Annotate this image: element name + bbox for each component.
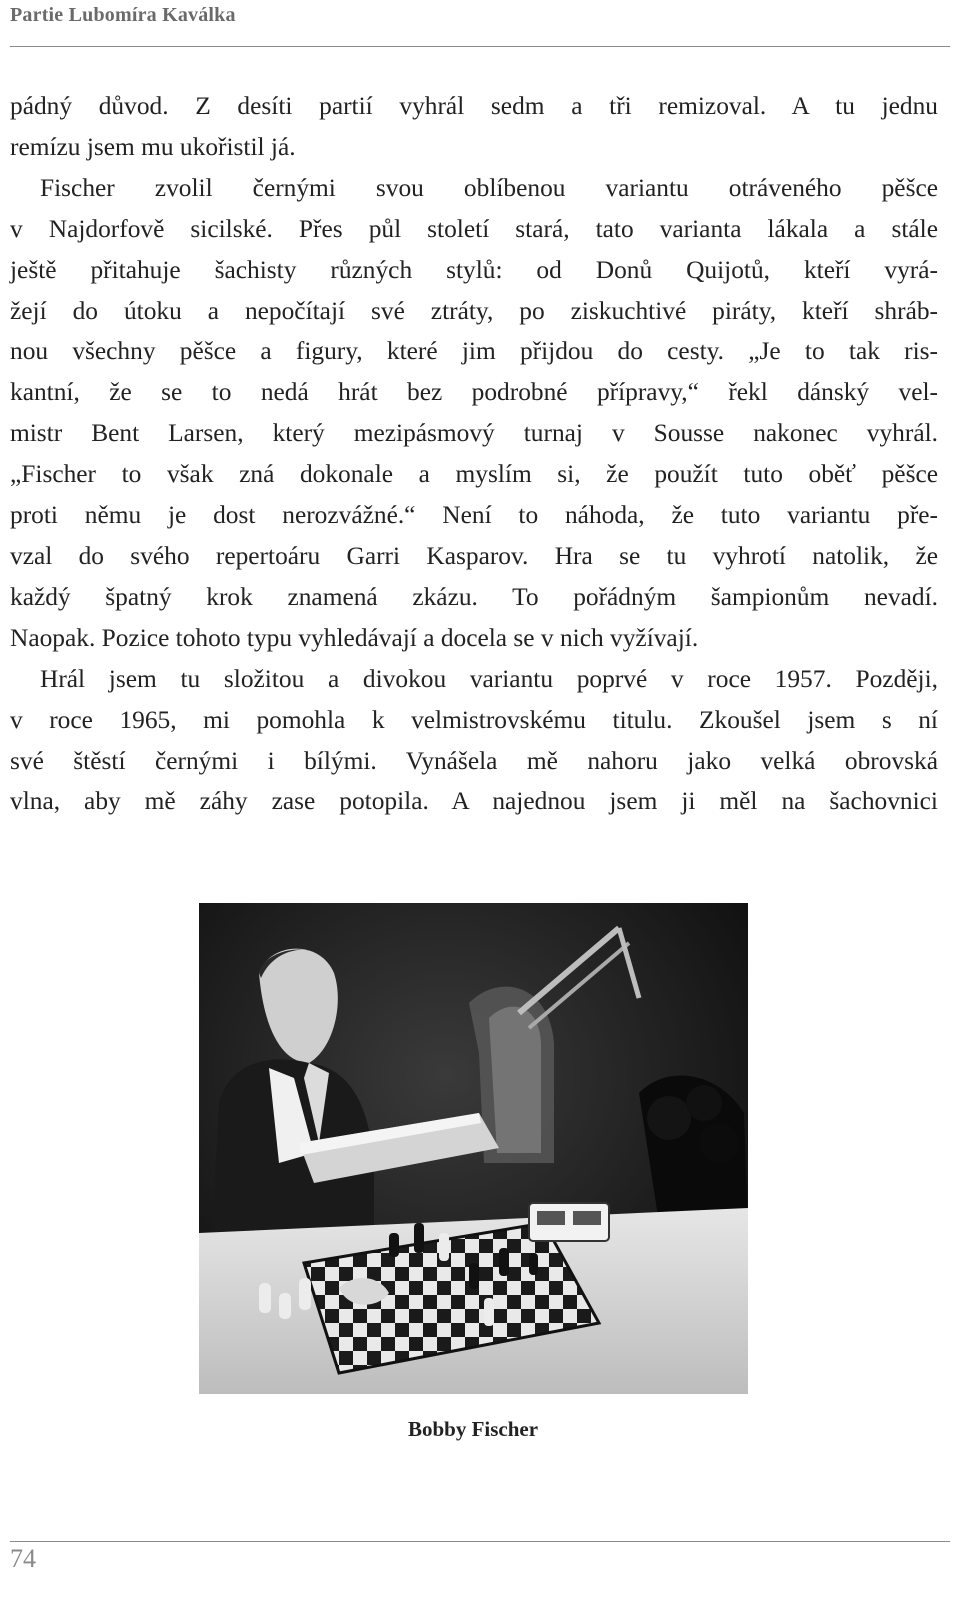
text-line: každý špatný krok znamená zkázu. To pořádným šampionům nevadí. xyxy=(10,582,938,611)
text-line: Fischer zvolil černými svou oblíbenou variantu otráveného pěšce xyxy=(40,173,938,202)
text-line: proti němu je dost nerozvážné.“ Není to náhoda, že tuto variantu pře- xyxy=(10,501,938,530)
photo-illustration xyxy=(199,903,748,1394)
text-line: ještě přitahuje šachisty různých stylů: od Donů Quijotů, kteří vyrá- xyxy=(10,255,938,284)
page-number: 74 xyxy=(10,1544,36,1573)
text-line: žejí do útoku a nepočítají své ztráty, po ziskuchtivé piráty, kteří shráb- xyxy=(10,296,938,325)
text-line: kantní, že se to nedá hrát bez podrobné přípravy,“ řekl dánský vel- xyxy=(10,378,938,407)
text-line: v roce 1965, mi pomohla k velmistrovskému titulu. Zkoušel jsem s ní xyxy=(10,705,938,734)
header-rule xyxy=(10,46,950,47)
text-line: pádný důvod. Z desíti partií vyhrál sedm a tři remizoval. A tu jednu xyxy=(10,92,938,120)
text-line: své štěstí černými i bílými. Vynášela mě nahoru jako velká obrovská xyxy=(10,746,938,775)
text-line: „Fischer to však zná dokonale a myslím si, že použít tuto oběť pěšce xyxy=(10,460,938,489)
text-line: remízu jsem mu ukořistil já. xyxy=(10,132,296,161)
text-line: vzal do svého repertoáru Garri Kasparov. Hra se tu vyhrotí natolik, že xyxy=(10,541,938,570)
photo-caption: Bobby Fischer xyxy=(407,1417,539,1441)
footer-rule xyxy=(10,1541,950,1542)
body-text xyxy=(10,86,938,822)
text-line: vlna, aby mě záhy zase potopila. A najednou jsem ji měl na šachovnici xyxy=(10,787,938,816)
text-line: v Najdorfově sicilské. Přes půl století stará, tato varianta lákala a stále xyxy=(10,214,938,243)
text-line: Hrál jsem tu složitou a divokou variantu poprvé v roce 1957. Později, xyxy=(40,664,938,693)
text-line: nou všechny pěšce a figury, které jim přijdou do cesty. „Je to tak ris- xyxy=(10,337,938,366)
chess-player-photo xyxy=(199,903,748,1394)
text-line: Naopak. Pozice tohoto typu vyhledávají a docela se v nich vyžívají. xyxy=(10,623,699,652)
text-line: mistr Bent Larsen, který mezipásmový turnaj v Sousse nakonec vyhrál. xyxy=(10,419,938,448)
running-head: Partie Lubomíra Kaválka xyxy=(10,4,236,26)
